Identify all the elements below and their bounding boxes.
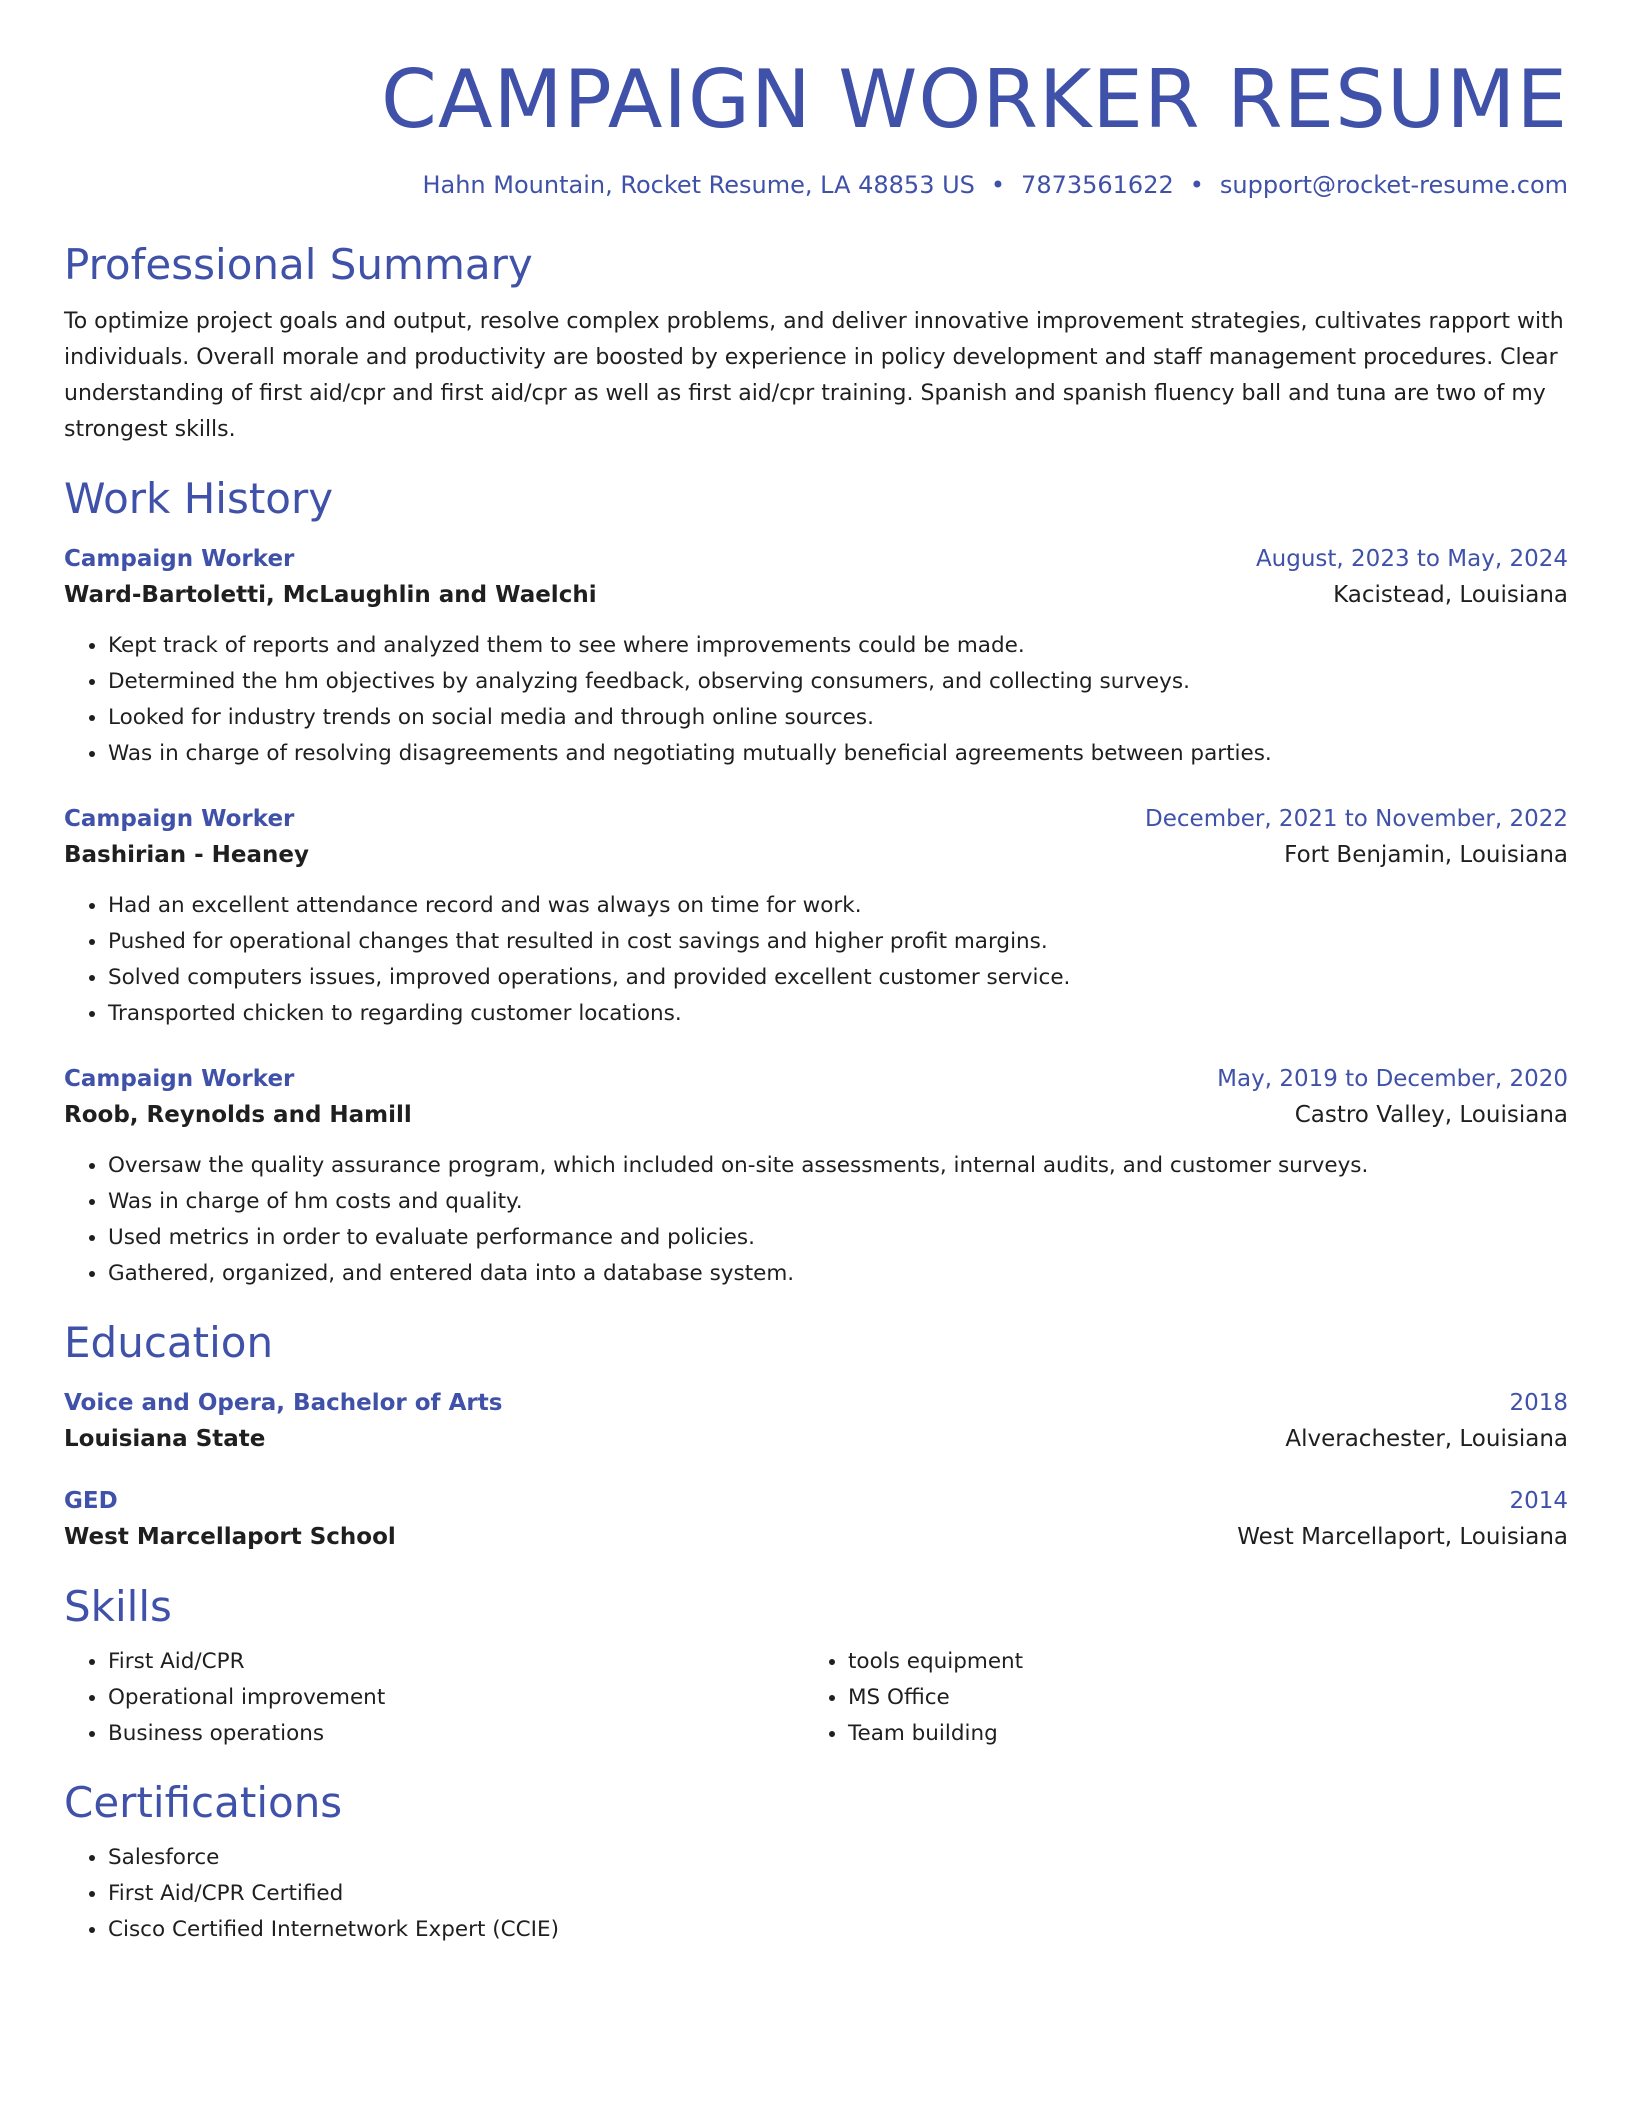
education-section — [64, 1318, 1568, 1556]
job-bullet: • Gathered, organized, and entered data into a database system. — [108, 1256, 1568, 1292]
job-location: Castro Valley, Louisiana — [1294, 1102, 1568, 1128]
contact-phone: 7873561622 — [1021, 171, 1174, 199]
skills-columns — [64, 1644, 1568, 1752]
skills-list — [804, 1644, 1544, 1752]
job-title: Campaign Worker — [64, 806, 295, 832]
skill-item: • MS Office — [848, 1680, 1544, 1716]
job-bullet: • Solved computers issues, improved operations, and provided excellent customer service. — [108, 960, 1568, 996]
section-title-work-history: Work History — [64, 474, 334, 523]
contact-line — [64, 170, 1568, 200]
certifications-list — [64, 1840, 1568, 1948]
skills-list — [64, 1644, 804, 1752]
contact-separator: • — [990, 171, 1006, 199]
resume-title: CAMPAIGN WORKER RESUME — [380, 53, 1568, 146]
job-location: Fort Benjamin, Louisiana — [1284, 842, 1568, 868]
job-location: Kacistead, Louisiana — [1333, 582, 1568, 608]
job-dates: December, 2021 to November, 2022 — [1145, 806, 1568, 832]
section-title-certifications: Certifications — [64, 1778, 343, 1827]
job-entry — [64, 1062, 1568, 1292]
job-dates: May, 2019 to December, 2020 — [1217, 1066, 1568, 1092]
contact-address: Hahn Mountain, Rocket Resume, LA 48853 US — [422, 171, 975, 199]
certification-item: • Cisco Certified Internetwork Expert (CCIE) — [108, 1912, 1568, 1948]
job-bullet: • Oversaw the quality assurance program, which included on-site assessments, internal audits, and customer surveys. — [108, 1148, 1568, 1184]
education-degree: Voice and Opera, Bachelor of Arts — [64, 1390, 503, 1416]
education-year: 2018 — [1509, 1390, 1568, 1416]
job-bullets — [64, 628, 1568, 772]
job-bullet: • Pushed for operational changes that resulted in cost savings and higher profit margins. — [108, 924, 1568, 960]
skill-item: • Team building — [848, 1716, 1544, 1752]
work-history-section — [64, 474, 1568, 1292]
summary-text: To optimize project goals and output, resolve complex problems, and deliver innovative improvement strategies, cultivates rapport with individuals. Overall morale and productivity are boosted by experience in policy development and staff management procedures. Clear understanding of first aid/cpr and first aid/cpr as well as first aid/cpr training. Spanish and spanish fluency ball and tuna are two of my strongest skills. — [64, 309, 1564, 442]
skills-column-right — [804, 1644, 1544, 1752]
education-school: West Marcellaport School — [64, 1524, 396, 1550]
education-degree: GED — [64, 1488, 118, 1514]
education-location: West Marcellaport, Louisiana — [1237, 1524, 1568, 1550]
skills-column-left — [64, 1644, 804, 1752]
education-entry — [64, 1386, 1568, 1458]
job-bullet: • Kept track of reports and analyzed them to see where improvements could be made. — [108, 628, 1568, 664]
job-bullets — [64, 888, 1568, 1032]
job-company: Ward-Bartoletti, McLaughlin and Waelchi — [64, 582, 597, 608]
contact-separator: • — [1189, 171, 1204, 199]
contact-email[interactable]: support@rocket-resume.com — [1219, 171, 1568, 199]
job-title: Campaign Worker — [64, 1066, 295, 1092]
education-school: Louisiana State — [64, 1426, 266, 1452]
job-bullet: • Transported chicken to regarding customer locations. — [108, 996, 1568, 1032]
section-title-summary: Professional Summary — [64, 240, 533, 289]
job-company: Roob, Reynolds and Hamill — [64, 1102, 412, 1128]
skill-item: • tools equipment — [848, 1644, 1544, 1680]
job-bullet: • Was in charge of resolving disagreements and negotiating mutually beneficial agreements between parties. — [108, 736, 1568, 772]
job-bullet: • Determined the hm objectives by analyzing feedback, observing consumers, and collecting surveys. — [108, 664, 1568, 700]
job-entry — [64, 802, 1568, 1032]
skills-section — [64, 1582, 1568, 1752]
skill-item: • First Aid/CPR — [108, 1644, 804, 1680]
job-bullet: • Was in charge of hm costs and quality. — [108, 1184, 1568, 1220]
job-bullet: • Had an excellent attendance record and was always on time for work. — [108, 888, 1568, 924]
professional-summary-section — [64, 240, 1568, 448]
section-title-education: Education — [64, 1318, 274, 1367]
education-entry — [64, 1484, 1568, 1556]
resume-header — [64, 0, 1568, 200]
education-year: 2014 — [1509, 1488, 1568, 1514]
certification-item: • Salesforce — [108, 1840, 1568, 1876]
certifications-section — [64, 1778, 1568, 1948]
job-dates: August, 2023 to May, 2024 — [1255, 546, 1568, 572]
job-entry — [64, 542, 1568, 772]
skill-item: • Business operations — [108, 1716, 804, 1752]
skill-item: • Operational improvement — [108, 1680, 804, 1716]
education-location: Alverachester, Louisiana — [1285, 1426, 1568, 1452]
section-title-skills: Skills — [64, 1582, 172, 1631]
certification-item: • First Aid/CPR Certified — [108, 1876, 1568, 1912]
job-bullet: • Used metrics in order to evaluate performance and policies. — [108, 1220, 1568, 1256]
job-bullet: • Looked for industry trends on social media and through online sources. — [108, 700, 1568, 736]
job-company: Bashirian - Heaney — [64, 842, 310, 868]
job-title: Campaign Worker — [64, 546, 295, 572]
job-bullets — [64, 1148, 1568, 1292]
